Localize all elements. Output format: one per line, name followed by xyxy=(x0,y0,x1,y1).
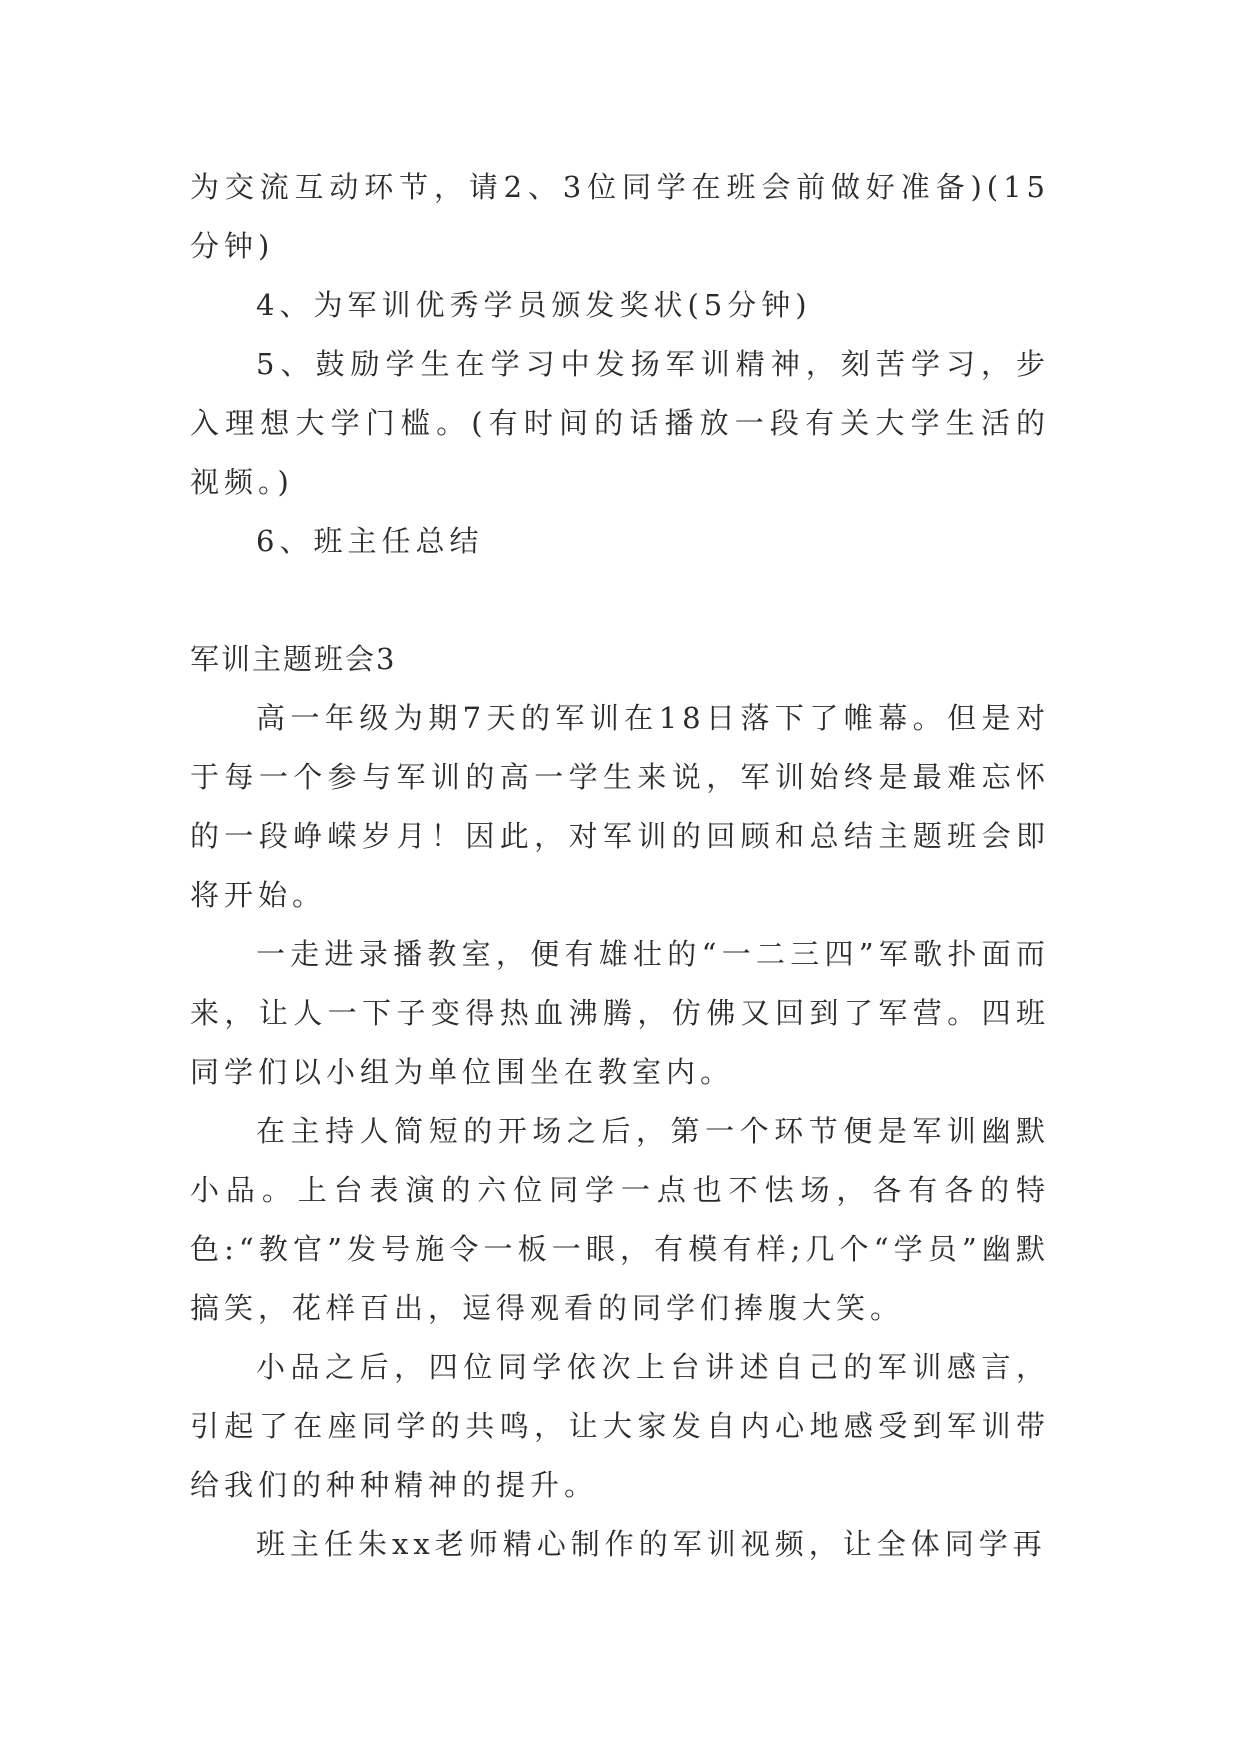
paragraph-speeches: 小品之后，四位同学依次上台讲述自己的军训感言，引起了在座同学的共鸣，让大家发自内心地感受到军训带给我们的种种精神的提升。 xyxy=(190,1350,1050,1502)
section-title: 军训主题班会3 xyxy=(190,642,397,676)
paragraph-item-4: 4、为军训优秀学员颁发奖状(5分钟) xyxy=(256,288,812,322)
paragraph-item-5: 5、鼓励学生在学习中发扬军训精神，刻苦学习，步入理想大学门槛。(有时间的话播放一段有关大学生活的视频。) xyxy=(190,347,1050,499)
paragraph-continuation: 为交流互动环节，请2、3位同学在班会前做好准备)(15分钟) xyxy=(190,170,1050,263)
paragraph-item-6: 6、班主任总结 xyxy=(256,524,484,558)
document-body xyxy=(190,158,1050,1574)
paragraph-classroom: 一走进录播教室，便有雄壮的“一二三四”军歌扑面而来，让人一下子变得热血沸腾，仿佛又回到了军营。四班同学们以小组为单位围坐在教室内。 xyxy=(190,937,1050,1089)
paragraph-video: 班主任朱xx老师精心制作的军训视频，让全体同学再 xyxy=(256,1527,1047,1561)
paragraph-intro: 高一年级为期7天的军训在18日落下了帷幕。但是对于每一个参与军训的高一学生来说，军训始终是最难忘怀的一段峥嵘岁月！因此，对军训的回顾和总结主题班会即将开始。 xyxy=(190,701,1050,912)
paragraph-skit: 在主持人简短的开场之后，第一个环节便是军训幽默小品。上台表演的六位同学一点也不怯场，各有各的特色:“教官”发号施令一板一眼，有模有样;几个“学员”幽默搞笑，花样百出，逗得观看的同学们捧腹大笑。 xyxy=(190,1114,1050,1325)
